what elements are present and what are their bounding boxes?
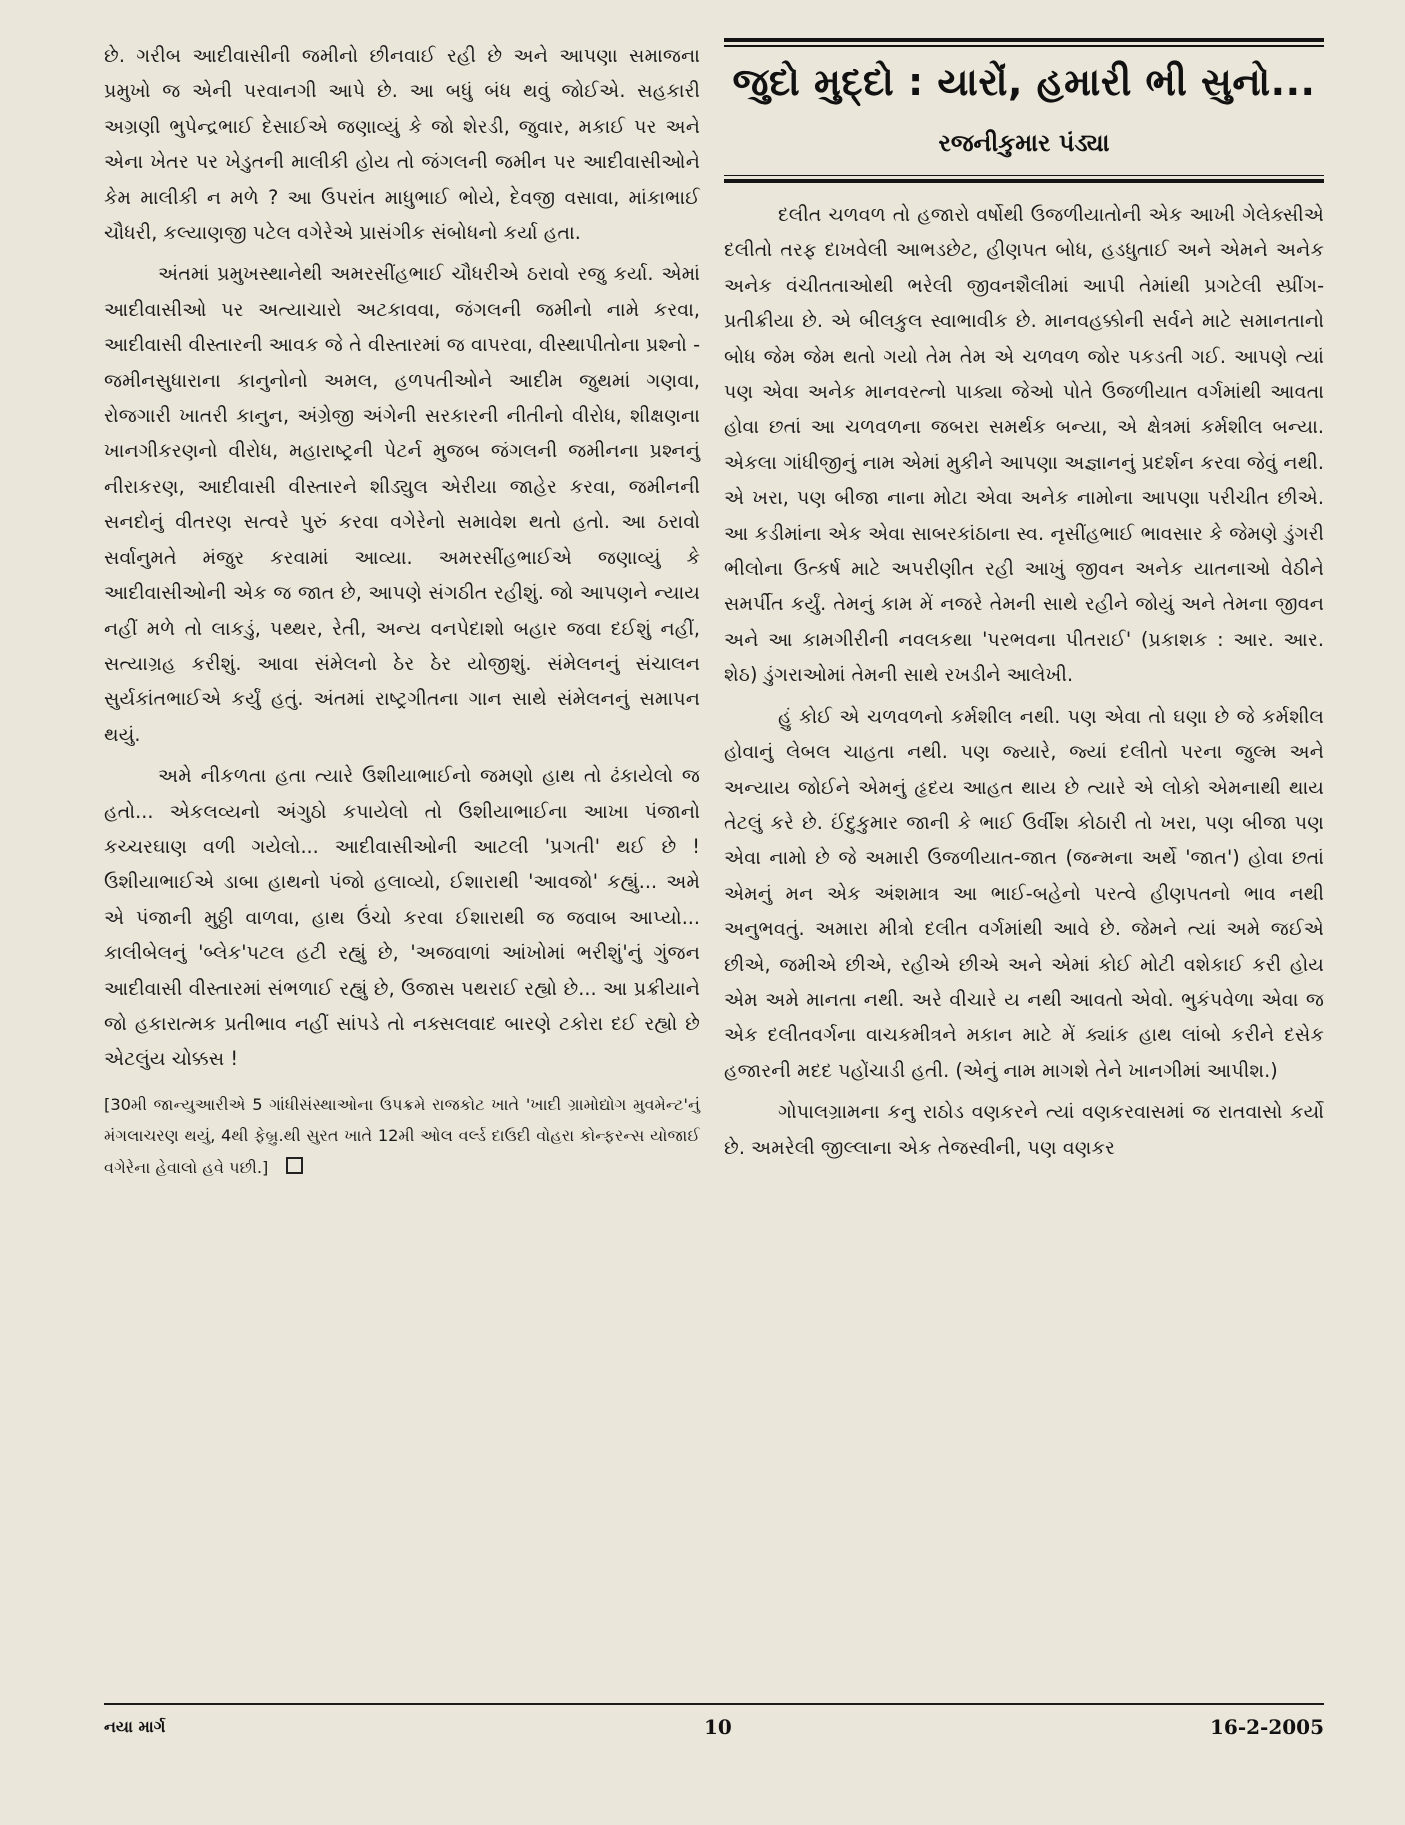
publication-name: નયા માર્ગ: [104, 1717, 166, 1736]
end-mark-icon: [286, 1157, 303, 1174]
issue-date: 16-2-2005: [1209, 1715, 1324, 1739]
header-rule-top-thin: [724, 45, 1324, 47]
left-paragraph-2: અંતમાં પ્રમુખસ્થાનેથી અમરસીંહભાઈ ચૌધરીએ ઠરાવો રજુ કર્યા. એમાં આદીવાસીઓ પર અત્યાચારો અટકાવવા, જંગલની જમીનો નામે કરવા, આદીવાસી વીસ્તારની આવક જે તે વીસ્તારમાં જ વાપરવા, વીસ્થાપીતોના પ્રશ્નો - જમીનસુધારાના કાનુનોનો અમલ, હળપતીઓને આદીમ જુથમાં ગણવા, રોજગારી ખાતરી કાનુન, અંગ્રેજી અંગેની સરકારની નીતીનો વીરોધ, શીક્ષણના ખાનગીકરણનો વીરોધ, મહારાષ્ટ્રની પેટર્ન મુજબ જંગલની જમીનના પ્રશ્નનું નીરાકરણ, આદીવાસી વીસ્તારને શીડ્યુલ એરીયા જાહેર કરવા, જમીનની સનદોનું વીતરણ સત્વરે પુરું કરવા વગેરેનો સમાવેશ થતો હતો. આ ઠરાવો સર્વાનુમતે મંજુર કરવામાં આવ્યા. અમરસીંહભાઈએ જણાવ્યું કે આદીવાસીઓની એક જ જાત છે, આપણે સંગઠીત રહીશું. જો આપણને ન્યાય નહીં મળે તો લાકડું, પથ્થર, રેતી, અન્ય વનપેદાશો બહાર જવા દઈશું નહીં, સત્યાગ્રહ કરીશું. આવા સંમેલનો ઠેર ઠેર યોજીશું. સંમેલનનું સંચાલન સુર્યકાંતભાઈએ કર્યું હતું. અંતમાં રાષ્ટ્રગીતના ગાન સાથે સંમેલનનું સમાપન થયું.: [104, 262, 700, 746]
article-headline: જુદો મુદ્દો : યારોં, હમારી ભી સુનો...: [732, 59, 1316, 104]
header-rule-bottom-thin: [724, 175, 1324, 177]
article-column: [724, 38, 1324, 1171]
header-rule-top: [724, 38, 1324, 42]
article-paragraph-3: ગોપાલગ્રામના કનુ રાઠોડ વણકરને ત્યાં વણકરવાસમાં જ રાતવાસો કર્યો છે. અમરેલી જીલ્લાના એક તેજસ્વીની, પણ વણકર: [724, 1100, 1324, 1159]
editor-note-text: [30મી જાન્યુઆરીએ 5 ગાંધીસંસ્થાઓના ઉપક્રમે રાજકોટ ખાતે 'ખાદી ગ્રામોદ્યોગ મુવમેન્ટ'નું મંગલાચરણ થયું, 4થી ફેબ્રુ.થી સુરત ખાતે 12મી ઓલ વર્લ્ડ દાઉદી વોહરા કોન્ફરન્સ યોજાઈ વગેરેના હેવાલો હવે પછી.]: [104, 1094, 700, 1177]
article-paragraph-2: હું કોઈ એ ચળવળનો કર્મશીલ નથી. પણ એવા તો ઘણા છે જે કર્મશીલ હોવાનું લેબલ ચાહતા નથી. પણ જ્યારે, જ્યાં દલીતો પરના જુલ્મ અને અન્યાય જોઈને એમનું હૃદય આહત થાય છે ત્યારે એ લોકો એમનાથી થાય તેટલું કરે છે. ઈંદુકુમાર જાની કે ભાઈ ઉર્વીશ કોઠારી તો ખરા, પણ બીજા પણ એવા નામો છે જે અમારી ઉજળીયાત-જાત (જન્મના અર્થે 'જાત') હોવા છતાં એમનું મન એક અંશમાત્ર આ ભાઈ-બહેનો પરત્વે હીણપતનો ભાવ નથી અનુભવતું. અમારા મીત્રો દલીત વર્ગમાંથી આવે છે. જેમને ત્યાં અમે જઈએ છીએ, જમીએ છીએ, રહીએ છીએ અને એમાં કોઈ મોટી વશેકાઈ કરી હોય એમ અમે માનતા નથી. અરે વીચારે ય નથી આવતો એવો. ભુકંપવેળા એવા જ એક દલીતવર્ગના વાચકમીત્રને મકાન માટે મેં ક્યાંક હાથ લાંબો કરીને દસેક હજારની મદદ પહોંચાડી હતી. (એનું નામ માગશે તેને ખાનગીમાં આપીશ.): [724, 704, 1324, 1082]
left-column: [104, 38, 700, 1183]
article-paragraph-1: દલીત ચળવળ તો હજારો વર્ષોથી ઉજળીયાતોની એક આખી ગેલેક્સીએ દલીતો તરફ દાખવેલી આભડછેટ, હીણપત બોધ, હડધુતાઈ અને એમને અનેક અનેક વંચીતતાઓથી ભરેલી જીવનશૈલીમાં આપી તેમાંથી પ્રગટેલી સ્પ્રીંગ-પ્રતીક્રીયા છે. એ બીલકુલ સ્વાભાવીક છે. માનવહક્કોની સર્વને માટે સમાનતાનો બોધ જેમ જેમ થતો ગયો તેમ તેમ એ ચળવળ જોર પકડતી ગઈ. આપણે ત્યાં પણ એવા અનેક માનવરત્નો પાક્યા જેઓ પોતે ઉજળીયાત વર્ગમાંથી આવતા હોવા છતાં આ ચળવળના જબરા સમર્થક બન્યા, એ ક્ષેત્રમાં કર્મશીલ બન્યા. એકલા ગાંધીજીનું નામ એમાં મુકીને આપણા અજ્ઞાનનું પ્રદર્શન કરવા જેવું નથી. એ ખરા, પણ બીજા નાના મોટા એવા અનેક નામોના આપણા પરીચીત છીએ. આ કડીમાંના એક એવા સાબરકાંઠાના સ્વ. નૃસીંહભાઈ ભાવસાર કે જેમણે ડુંગરી ભીલોના ઉત્કર્ષ માટે અપરીણીત રહી આખું જીવન અનેક યાતનાઓ વેઠીને સમર્પીત કર્યું. તેમનું કામ મેં નજરે તેમની સાથે રહીને જોયું અને તેમના જીવન અને આ કામગીરીની નવલકથા 'પરભવના પીતરાઈ' (પ્રકાશક : આર. આર. શેઠ) ડુંગરાઓમાં તેમની સાથે રખડીને આલેખી.: [724, 203, 1324, 687]
page-footer: [104, 1703, 1324, 1749]
article-header: [724, 38, 1324, 183]
left-paragraph-3: અમે નીકળતા હતા ત્યારે ઉશીયાભાઈનો જમણો હાથ તો ઢંકાયેલો જ હતો... એકલવ્યનો અંગુઠો કપાયેલો તો ઉશીયાભાઈના આખા પંજાનો કચ્ચરઘાણ વળી ગયેલો... આદીવાસીઓની આટલી 'પ્રગતી' થઈ છે ! ઉશીયાભાઈએ ડાબા હાથનો પંજો હલાવ્યો, ઈશારાથી 'આવજો' કહ્યું... અમે એ પંજાની મુઠ્ઠી વાળવા, હાથ ઉંચો કરવા ઈશારાથી જ જવાબ આપ્યો... કાલીબેલનું 'બ્લેક'પટલ હટી રહ્યું છે, 'અજવાળાં આંખોમાં ભરીશું'નું ગુંજન આદીવાસી વીસ્તારમાં સંભળાઈ રહ્યું છે, ઉજાસ પથરાઈ રહ્યો છે... આ પ્રક્રીયાને જો હકારાત્મક પ્રતીભાવ નહીં સાંપડે તો નક્સલવાદ બારણે ટકોરા દઈ રહ્યો છે એટલુંય ચોક્કસ !: [104, 764, 700, 1071]
footer-rule: [104, 1703, 1324, 1705]
left-paragraph-1: છે. ગરીબ આદીવાસીની જમીનો છીનવાઈ રહી છે અને આપણા સમાજના પ્રમુખો જ એની પરવાનગી આપે છે. આ બધું બંધ થવું જોઈએ. સહકારી અગ્રણી ભુપેન્દ્રભાઈ દેસાઈએ જણાવ્યું કે જો શેરડી, જુવાર, મકાઈ પર અને એના ખેતર પર ખેડુતની માલીકી હોય તો જંગલની જમીન પર આદીવાસીઓને કેમ માલીકી ન મળે ? આ ઉપરાંત માધુભાઈ ભોયે, દેવજી વસાવા, માંકાભાઈ ચૌધરી, કલ્યાણજી પટેલ વગેરેએ પ્રાસંગીક સંબોધનો કર્યા હતા.: [104, 44, 700, 245]
page-number: 10: [704, 1715, 732, 1739]
header-rule-bottom: [724, 179, 1324, 183]
editor-note: [104, 1089, 700, 1184]
article-byline: રજનીકુમાર પંડ્યા: [938, 128, 1110, 157]
